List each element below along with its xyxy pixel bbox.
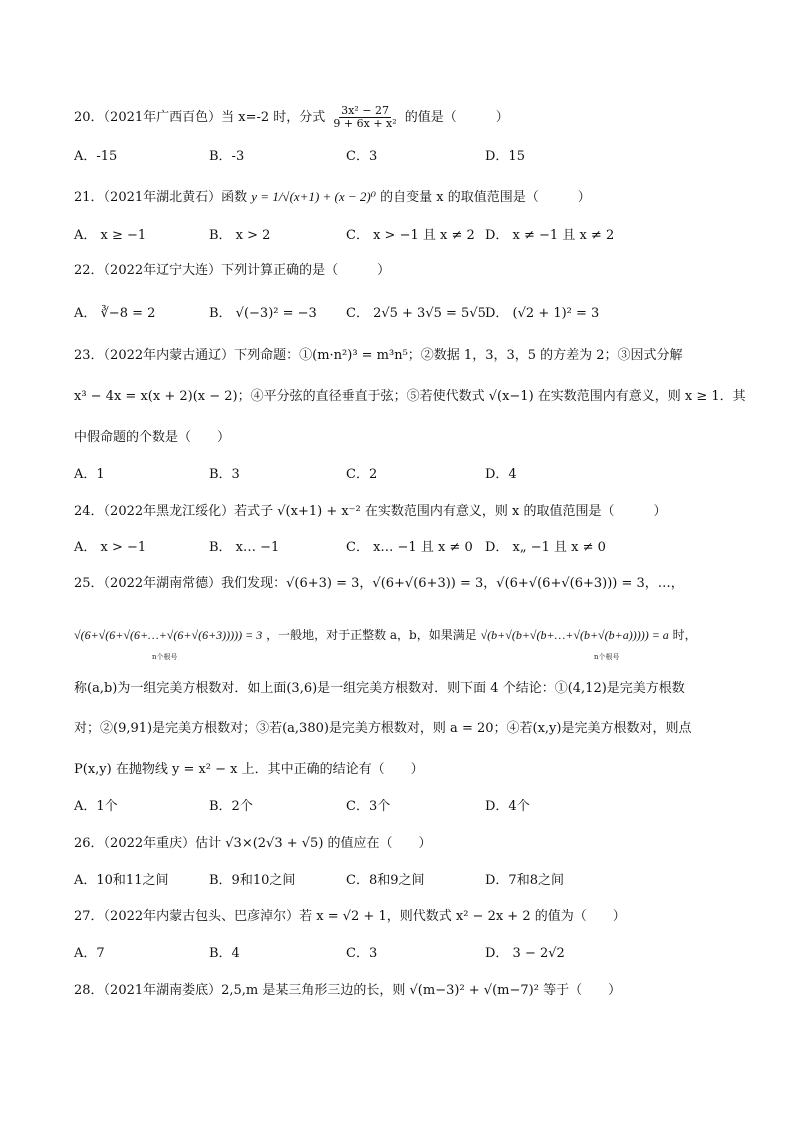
q22-option-b: B． √(−3)² = −3 <box>209 306 317 321</box>
question-20 <box>74 105 509 130</box>
q22-option-a: A． ∛−8 = 2 <box>74 306 156 321</box>
question-23-line-3: 中假命题的个数是（ ） <box>74 430 231 445</box>
q20-option-d: D．15 <box>485 149 525 164</box>
q20-option-c: C．3 <box>346 149 378 164</box>
q20-fraction <box>331 105 398 130</box>
q20-option-b: B．-3 <box>209 149 245 164</box>
q22-option-c: C． 2√5 + 3√5 = 5√5 <box>346 306 486 321</box>
q26-option-b: B．9和10之间 <box>209 873 296 888</box>
q26-option-d: D．7和8之间 <box>485 873 564 888</box>
question-23-line-1: 23．（2022年内蒙古通辽）下列命题：①(m·n²)³ = m³n⁵；②数据 1，3，3，5 的方差为 2；③因式分解 <box>74 348 683 363</box>
q21-option-d: D． x ≠ −1 且 x ≠ 2 <box>485 228 615 243</box>
q25-option-c: C．3个 <box>346 799 391 814</box>
q25-option-d: D．4个 <box>485 799 530 814</box>
q20-numerator: 3x² − 27 <box>341 104 389 117</box>
q25-nested-root-3: √(6+√(6+√(6+…+√(6+√(6+3))))) = 3 <box>74 628 263 642</box>
question-25-line-2 <box>74 626 697 644</box>
q21-option-a: A． x ≥ −1 <box>74 228 147 243</box>
q20-tail: 的值是（ ） <box>404 110 509 125</box>
q23-option-c: C．2 <box>346 467 378 482</box>
q25-option-b: B．2个 <box>209 799 253 814</box>
q24-option-d: D． x„ −1 且 x ≠ 0 <box>485 540 606 555</box>
q27-option-d: D． 3 − 2√2 <box>485 946 565 961</box>
q24-option-c: C． x… −1 且 x ≠ 0 <box>346 540 473 555</box>
q23-option-d: D．4 <box>485 467 517 482</box>
question-22: 22．（2022年辽宁大连）下列计算正确的是（ ） <box>74 263 391 278</box>
q21-stem: 21．（2021年湖北黄石）函数 <box>74 190 248 205</box>
q24-option-b: B． x… −1 <box>209 540 280 555</box>
q24-option-a: A． x > −1 <box>74 540 147 555</box>
q27-option-b: B．4 <box>209 946 240 961</box>
q20-option-a: A．-15 <box>74 149 118 164</box>
question-25-line-1: 25．（2022年湖南常德）我们发现：√(6+3) = 3，√(6+√(6+3)) = 3，√(6+√(6+√(6+3))) = 3，…， <box>74 576 684 591</box>
q20-denominator: 9 + 6x + x² <box>333 117 397 130</box>
q21-expression: y = 1/√(x+1) + (x − 2)⁰ <box>251 189 376 204</box>
q25-line2-end: 时， <box>672 628 697 642</box>
q22-option-d: D． (√2 + 1)² = 3 <box>485 306 600 321</box>
q25-option-a: A．1个 <box>74 799 118 814</box>
q25-n-roots-label-1: n个根号 <box>152 653 178 661</box>
q26-option-c: C．8和9之间 <box>346 873 425 888</box>
question-25-line-5: P(x,y) 在抛物线 y = x² − x 上．其中正确的结论有（ ） <box>74 762 424 777</box>
q25-n-roots-label-2: n个根号 <box>594 653 620 661</box>
question-25-line-3: 称(a,b)为一组完美方根数对．如上面(3,6)是一组完美方根数对．则下面 4 个结论：①(4,12)是完美方根数 <box>74 681 685 696</box>
q27-option-a: A．7 <box>74 946 105 961</box>
question-28: 28．（2021年湖南娄底）2,5,m 是某三角形三边的长，则 √(m−3)² + √(m−7)² 等于（ ） <box>74 983 622 998</box>
q26-option-a: A．10和11之间 <box>74 873 169 888</box>
q21-tail: 的自变量 x 的取值范围是（ ） <box>380 190 591 205</box>
question-21 <box>74 188 591 207</box>
question-26: 26．（2022年重庆）估计 √3×(2√3 + √5) 的值应在（ ） <box>74 836 432 851</box>
q25-general-text: ，一般地，对于正整数 a，b，如果满足 <box>266 628 477 642</box>
q27-option-c: C．3 <box>346 946 378 961</box>
q21-option-c: C． x > −1 且 x ≠ 2 <box>346 228 475 243</box>
question-24: 24．（2022年黑龙江绥化）若式子 √(x+1) + x⁻² 在实数范围内有意义，则 x 的取值范围是（ ） <box>74 504 667 519</box>
q25-nested-root-general: √(b+√(b+√(b+…+√(b+√(b+a))))) = a <box>480 628 669 642</box>
q20-stem: 20．（2021年广西百色）当 x=-2 时，分式 <box>74 110 326 125</box>
q23-option-b: B．3 <box>209 467 240 482</box>
q23-option-a: A．1 <box>74 467 105 482</box>
q21-option-b: B． x > 2 <box>209 228 271 243</box>
question-25-line-4: 对；②(9,91)是完美方根数对；③若(a,380)是完美方根数对，则 a = 20；④若(x,y)是完美方根数对，则点 <box>74 721 692 736</box>
question-27: 27．（2022年内蒙古包头、巴彦淖尔）若 x = √2 + 1，则代数式 x² − 2x + 2 的值为（ ） <box>74 909 626 924</box>
question-23-line-2: x³ − 4x = x(x + 2)(x − 2)；④平分弦的直径垂直于弦；⑤若使代数式 √(x−1) 在实数范围内有意义，则 x ≥ 1．其 <box>74 389 746 404</box>
